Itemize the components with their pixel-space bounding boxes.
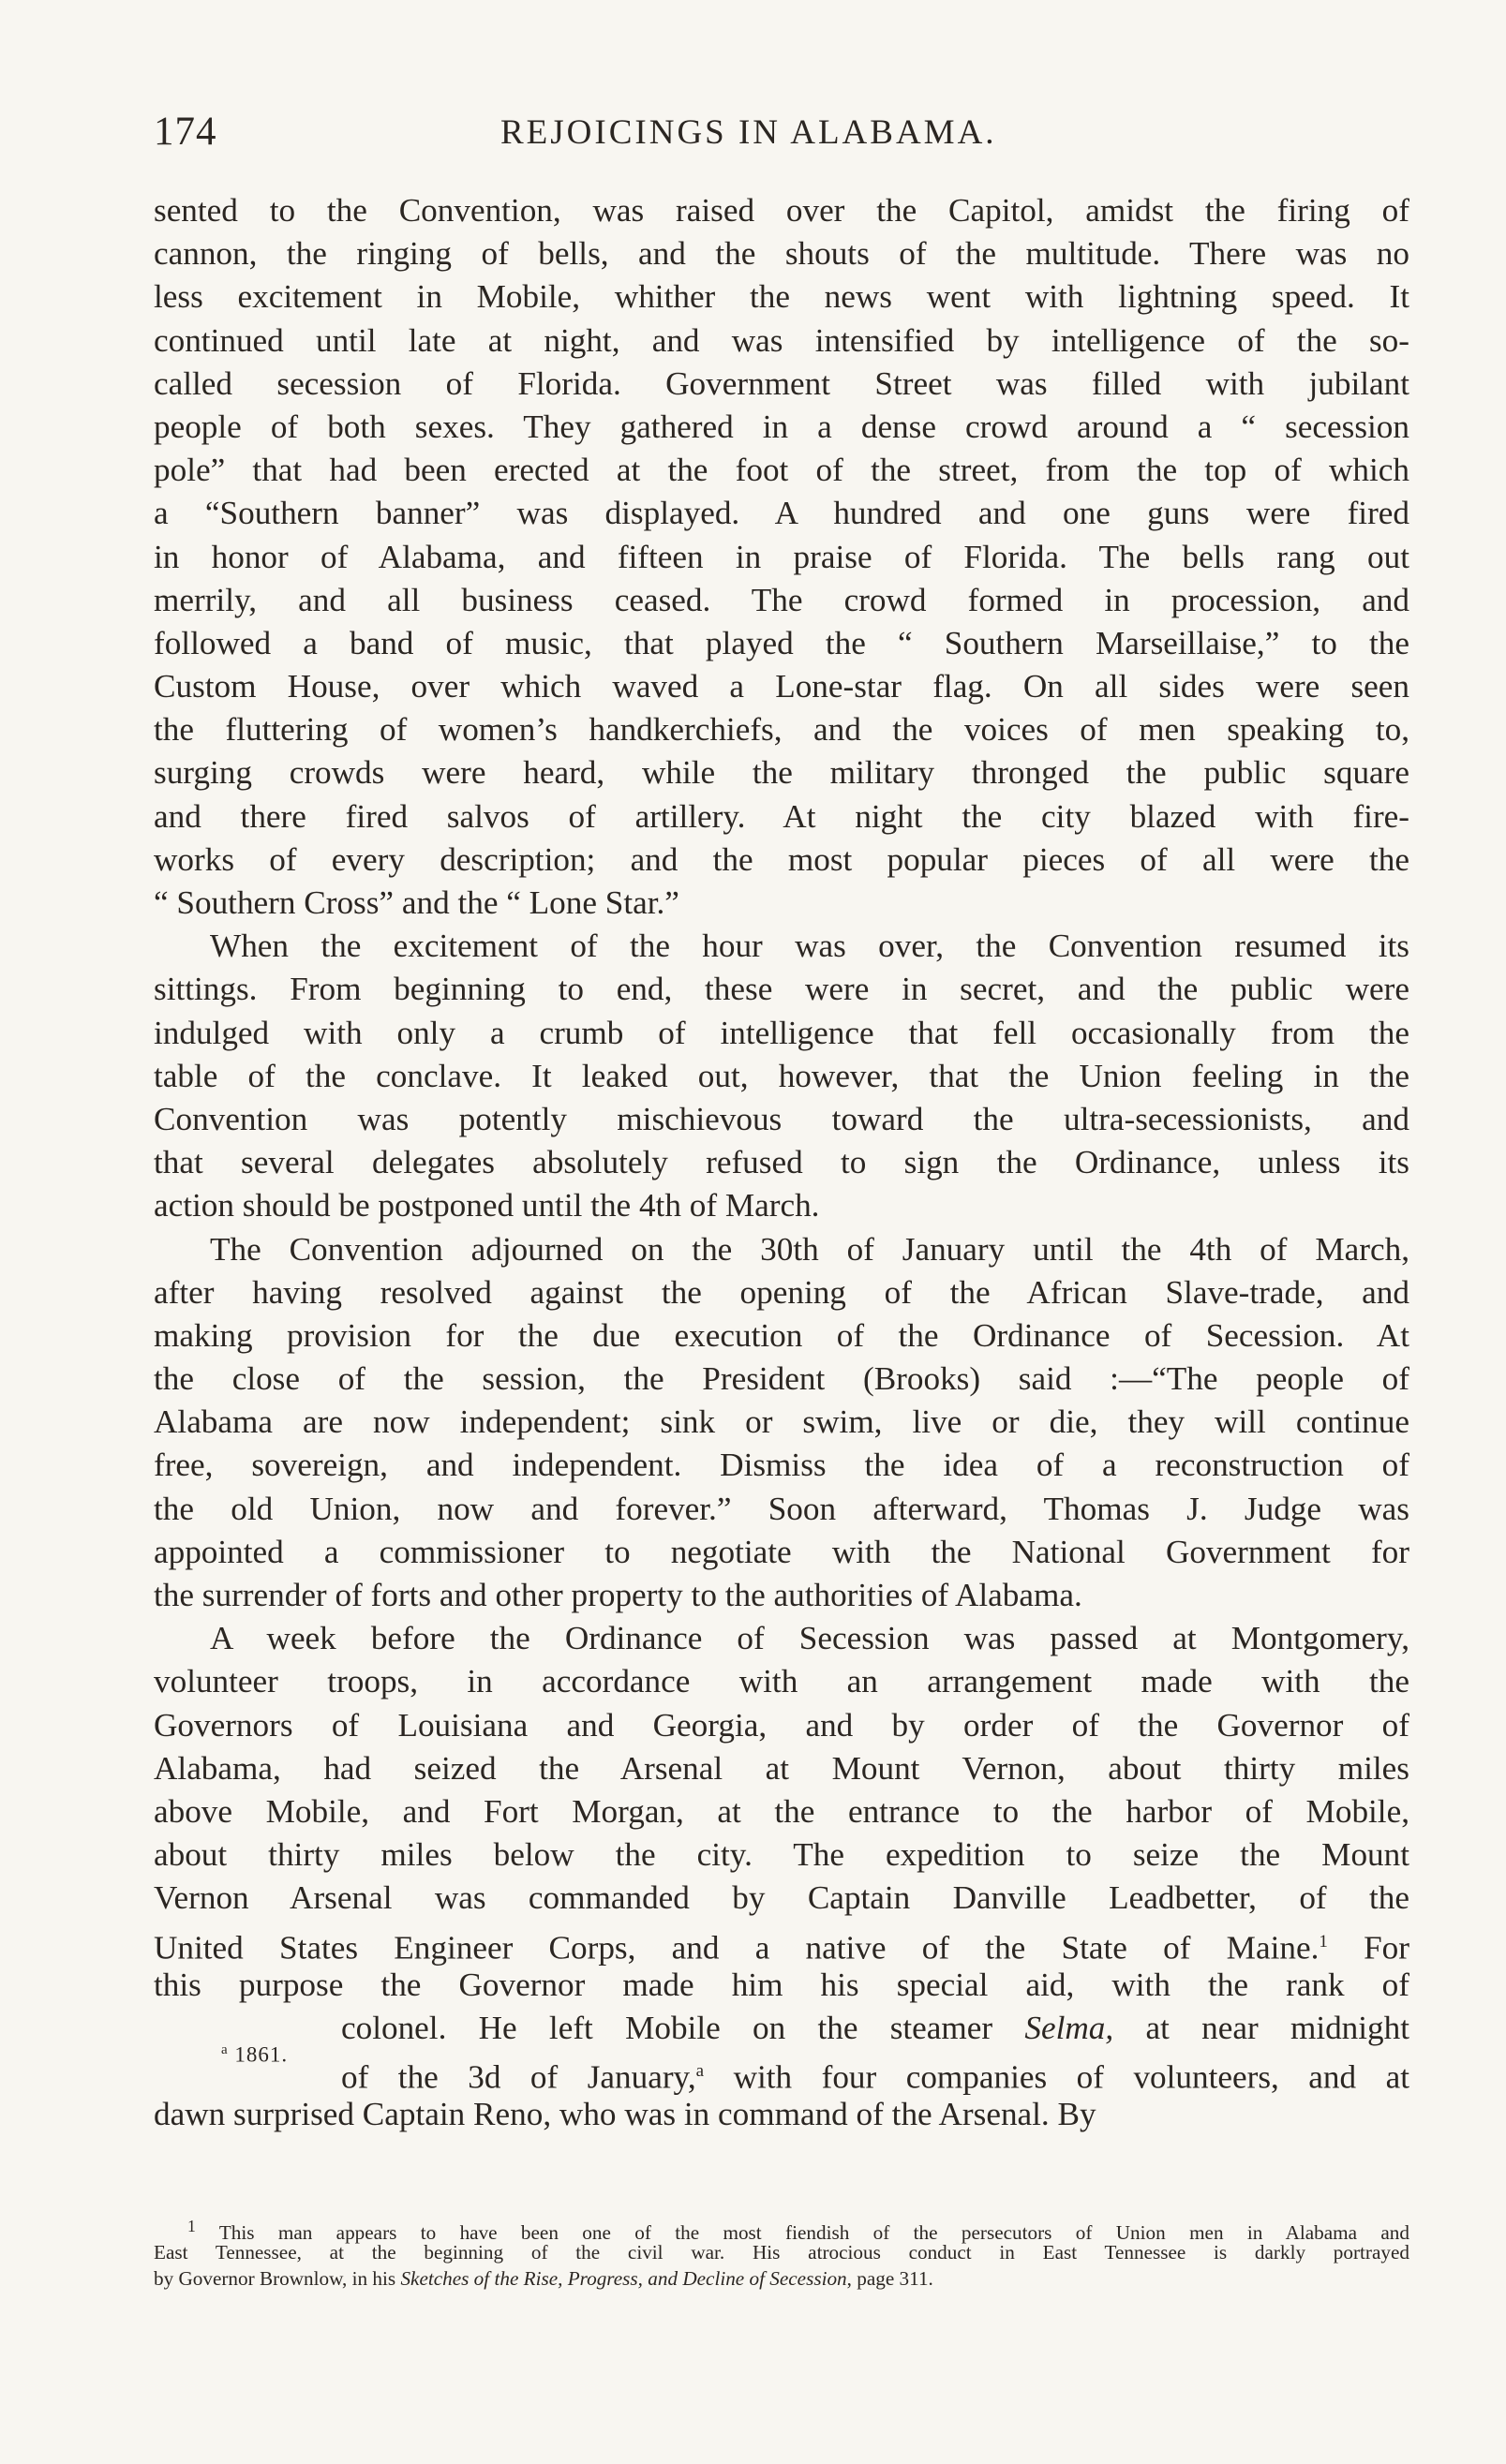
text-line: pole” that had been erected at the foot of the street, from the top of which [154,452,1409,489]
footnote-text: This man appears to have been one of the most fiendish of the persecutors of Union men in Alabama and [218,2221,1409,2245]
text-line: making provision for the due execution of the Ordinance of Secession. At [154,1316,1409,1354]
line-text: of the 3d of January, [341,2058,696,2096]
running-head: REJOICINGS IN ALABAMA. [500,113,997,152]
text-line: “ Southern Cross” and the “ Lone Star.” [154,884,679,921]
text-line: this purpose the Governor made him his special aid, with the rank of [154,1966,1409,2003]
text-line: the close of the session, the President (Brooks) said :—“The people of [154,1360,1409,1398]
text-line: surging crowds were heard, while the military thronged the public square [154,754,1409,792]
text-line: volunteer troops, in accordance with an arrangement made with the [154,1663,1409,1700]
paragraph-start-line: The Convention adjourned on the 30th of January until the 4th of March, [210,1230,1409,1268]
text-line: action should be postponed until the 4th of March. [154,1187,820,1225]
line-text: with four companies of volunteers, and at [704,2058,1409,2096]
marginal-note-text: 1861. [234,2042,289,2067]
text-line: less excitement in Mobile, whither the news went with lightning speed. It [154,278,1409,316]
text-line: appointed a commissioner to negotiate with the National Government for [154,1533,1409,1570]
line-text: colonel. He left Mobile on the steamer [341,2009,993,2046]
text-line: after having resolved against the opening of the African Slave-trade, and [154,1273,1409,1311]
text-line: and there fired salvos of artillery. At night the city blazed with fire- [154,797,1409,835]
text-line-beside-marginal-note [154,2050,1409,2096]
text-line: Convention was potently mischievous toward the ultra-secessionists, and [154,1100,1409,1137]
marginal-note-mark: a [221,2042,229,2057]
text-line: Custom House, over which waved a Lone-star flag. On all sides were seen [154,668,1409,705]
text-line: called secession of Florida. Government Street was filled with jubilant [154,364,1409,402]
text-line: that several delegates absolutely refused to sign the Ordinance, unless its [154,1144,1409,1181]
footnote-line [154,2265,1409,2292]
text-line: followed a band of music, that played the “ Southern Marseillaise,” to the [154,624,1409,661]
line-text: at near midnight [1113,2009,1410,2046]
text-line: people of both sexes. They gathered in a dense crowd around a “ secession [154,408,1409,445]
text-line: free, sovereign, and independent. Dismiss the idea of a reconstruction of [154,1447,1409,1484]
body-text [154,189,1409,2136]
page-number: 174 [154,110,217,154]
footnote-reference[interactable]: 1 [1319,1931,1328,1952]
book-title: Sketches of the Rise, Progress, and Decline of Secession [400,2267,847,2290]
text-line: dawn surprised Captain Reno, who was in command of the Arsenal. By [154,2096,1096,2133]
steamer-name: Selma, [1024,2009,1114,2046]
text-line: indulged with only a crumb of intelligence that fell occasionally from the [154,1014,1409,1051]
marginal-date-note [221,2042,288,2068]
page-header [154,109,1409,165]
text-line: the fluttering of women’s handkerchiefs, and the voices of men speaking to, [154,711,1409,749]
footnote-text: by Governor Brownlow, in his [154,2267,401,2290]
text-line: the surrender of forts and other property to the authorities of Alabama. [154,1577,1082,1613]
text-line: table of the conclave. It leaked out, however, that the Union feeling in the [154,1057,1409,1094]
line-text: United States Engineer Corps, and a native of the State of Maine. [154,1929,1320,1967]
text-line: above Mobile, and Fort Morgan, at the entrance to the harbor of Mobile, [154,1792,1409,1830]
text-line: about thirty miles below the city. The expedition to seize the Mount [154,1836,1409,1874]
line-text: For [1327,1929,1409,1967]
text-line: cannon, the ringing of bells, and the shouts of the multitude. There was no [154,235,1409,273]
footnote-text: , page 311. [846,2267,933,2290]
text-line-beside-marginal-note [154,2007,1409,2050]
text-line: in honor of Alabama, and fifteen in praise of Florida. The bells rang out [154,538,1409,575]
text-line-with-footnote-mark [154,1921,1409,1967]
text-line: continued until late at night, and was intensified by intelligence of the so- [154,321,1409,359]
footnote-mark: 1 [187,2217,196,2235]
footnote-line: East Tennessee, at the beginning of the civil war. His atrocious conduct in East Tennessee is darkly portrayed [154,2241,1409,2264]
text-line: Alabama, had seized the Arsenal at Mount Vernon, about thirty miles [154,1749,1409,1787]
text-line: sittings. From beginning to end, these were in secret, and the public were [154,971,1409,1008]
text-line: sented to the Convention, was raised over the Capitol, amidst the firing of [154,192,1409,229]
text-line: Governors of Louisiana and Georgia, and by order of the Governor of [154,1706,1409,1744]
marginal-reference: a [695,2061,705,2082]
paragraph-start-line: When the excitement of the hour was over, the Convention resumed its [210,928,1409,965]
text-line: Vernon Arsenal was commanded by Captain Danville Leadbetter, of the [154,1879,1409,1917]
text-line: the old Union, now and forever.” Soon afterward, Thomas J. Judge was [154,1490,1409,1527]
footnotes [154,2213,1409,2292]
text-line: Alabama are now independent; sink or swim, live or die, they will continue [154,1403,1409,1441]
footnote-line [154,2213,1409,2245]
text-line: merrily, and all business ceased. The crowd formed in procession, and [154,581,1409,618]
text-line: works of every description; and the most popular pieces of all were the [154,840,1409,878]
text-line: a “Southern banner” was displayed. A hundred and one guns were fired [154,495,1409,532]
paragraph-start-line: A week before the Ordinance of Secession was passed at Montgomery, [210,1620,1409,1657]
